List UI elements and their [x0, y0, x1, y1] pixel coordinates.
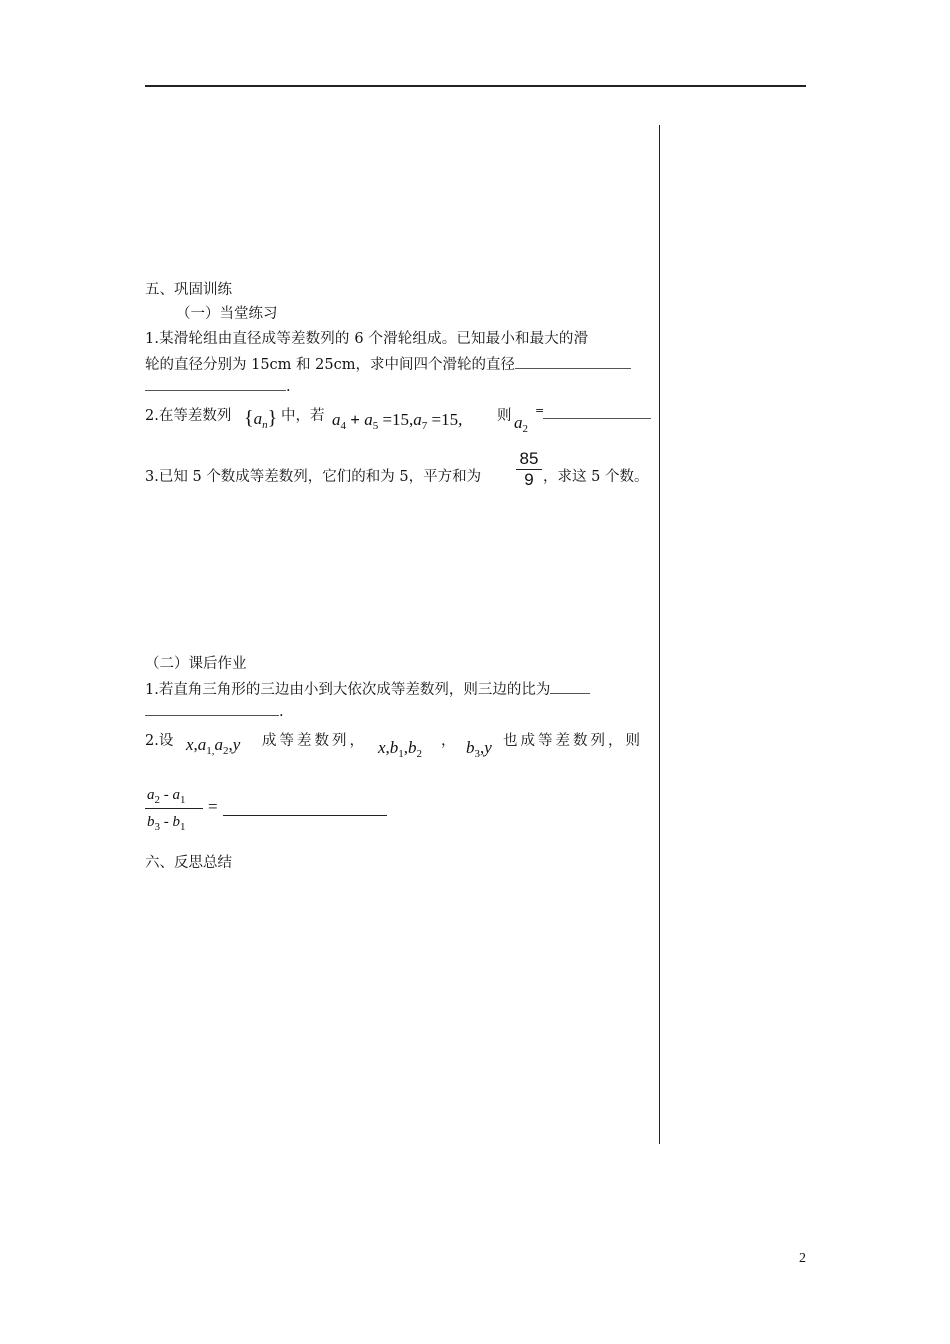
part1-heading: （一）当堂练习	[176, 306, 278, 322]
seq1-a1-sub: 1,	[206, 745, 215, 757]
seq2-b1: b	[389, 738, 399, 757]
seq-var: a	[253, 409, 263, 428]
seq2-comma-1: ,	[385, 738, 390, 757]
h1-answer-blank-1[interactable]	[550, 681, 590, 694]
h2-answer-blank[interactable]	[223, 815, 387, 816]
q2-prefix: 2.在等差数列	[145, 408, 232, 424]
den-minus: -	[160, 814, 173, 830]
den-b3: b	[147, 814, 155, 830]
seq1-a2: a	[214, 735, 224, 754]
q3-fraction	[516, 449, 542, 490]
h1-end: .	[279, 704, 284, 720]
seq2-b2: b	[408, 738, 417, 757]
seq2-comma-2: ,	[403, 738, 409, 757]
h2-seq3	[466, 738, 492, 758]
num-a1-sub: 1	[180, 794, 186, 806]
term-a2-sub: 2	[522, 423, 528, 435]
seq1-y: y	[232, 735, 241, 754]
section6-title: 六、反思总结	[145, 855, 232, 871]
q1-answer-blank-2[interactable]	[145, 378, 286, 391]
q2-sequence	[244, 407, 277, 430]
term-a7-sub: 7	[421, 420, 428, 432]
seq1-comma-2: ,	[228, 735, 233, 754]
h2-prefix: 2.设	[145, 733, 174, 749]
h2-seq2	[378, 738, 422, 758]
q2-answer-blank[interactable]	[543, 406, 651, 419]
seq2-b2-sub: 2	[416, 748, 423, 760]
num-minus: -	[160, 787, 173, 803]
brace-open: {	[244, 407, 254, 429]
q2-eq: =	[535, 404, 545, 417]
h2-eq: =	[208, 797, 218, 816]
header-rule	[145, 85, 806, 87]
seq1-a2-sub: 2	[223, 745, 229, 757]
den-b1-sub: 1	[180, 821, 186, 833]
eq-15-second: =15,	[427, 410, 463, 429]
h2-frac-denominator	[147, 812, 186, 831]
h2-frac-numerator	[147, 785, 186, 804]
q1-answer-blank-1[interactable]	[515, 356, 631, 369]
term-a2: a	[514, 413, 523, 432]
seq3-y: y	[484, 738, 492, 757]
den-b1: b	[172, 814, 180, 830]
term-a7: a	[413, 410, 422, 429]
num-a2: a	[147, 787, 155, 803]
h2-comma: ，	[441, 733, 456, 749]
section5-title: 五、巩固训练	[145, 282, 232, 298]
den-b3-sub: 3	[154, 821, 160, 833]
term-a4: a	[332, 410, 341, 429]
margin-rule	[659, 125, 660, 1144]
q1-line2	[145, 353, 631, 374]
q2-then: 则	[497, 408, 512, 424]
eq-15-first: =15,	[378, 410, 414, 429]
q1-end: .	[286, 379, 291, 395]
q3-prefix: 3.已知 5 个数成等差数列，它们的和为 5，平方和为	[145, 469, 482, 485]
q2-target	[514, 413, 528, 433]
term-a5-sub: 5	[372, 420, 379, 432]
q3-suffix: ，求这 5 个数。	[543, 469, 649, 485]
h2-mid1: 成等差数列，	[262, 733, 367, 749]
h1-line1	[145, 678, 590, 699]
brace-close: }	[267, 407, 278, 429]
h1-line2	[145, 703, 284, 720]
q2-mid: 中，若	[281, 408, 325, 424]
seq1-x: x	[186, 735, 194, 754]
h2-seq1	[186, 735, 240, 755]
seq1-comma-1: ,	[193, 735, 198, 754]
h2-frac-bar	[145, 808, 203, 809]
num-a2-sub: 2	[154, 794, 160, 806]
seq-var-sub: n	[262, 419, 268, 431]
q2-condition	[332, 410, 462, 430]
q1-line2-text: 轮的直径分别为 15cm 和 25cm，求中间四个滑轮的直径	[145, 357, 515, 373]
q1-line1: 1.某滑轮组由直径成等差数列的 6 个滑轮组成。已知最小和最大的滑	[145, 331, 589, 347]
seq3-b3: b	[466, 738, 475, 757]
h1-answer-blank-2[interactable]	[145, 703, 279, 716]
seq1-a1: a	[197, 735, 207, 754]
q3-frac-den: 9	[524, 470, 534, 489]
h1-line1-text: 1.若直角三角形的三边由小到大依次成等差数列，则三边的比为	[145, 682, 551, 698]
q3-frac-num: 85	[519, 449, 539, 468]
num-a1: a	[172, 787, 180, 803]
q1-line3	[145, 378, 291, 395]
term-a4-sub: 4	[340, 420, 346, 432]
page-number: 2	[799, 1251, 806, 1266]
seq2-x: x	[378, 738, 386, 757]
seq3-comma: ,	[480, 738, 485, 757]
seq3-b3-sub: 3	[474, 748, 480, 760]
part2-heading: （二）课后作业	[145, 656, 247, 672]
h2-mid2: 也成等差数列，则	[503, 733, 643, 749]
term-a5: a	[364, 410, 373, 429]
plus-sign: +	[346, 410, 365, 429]
seq2-b1-sub: 1	[398, 748, 404, 760]
